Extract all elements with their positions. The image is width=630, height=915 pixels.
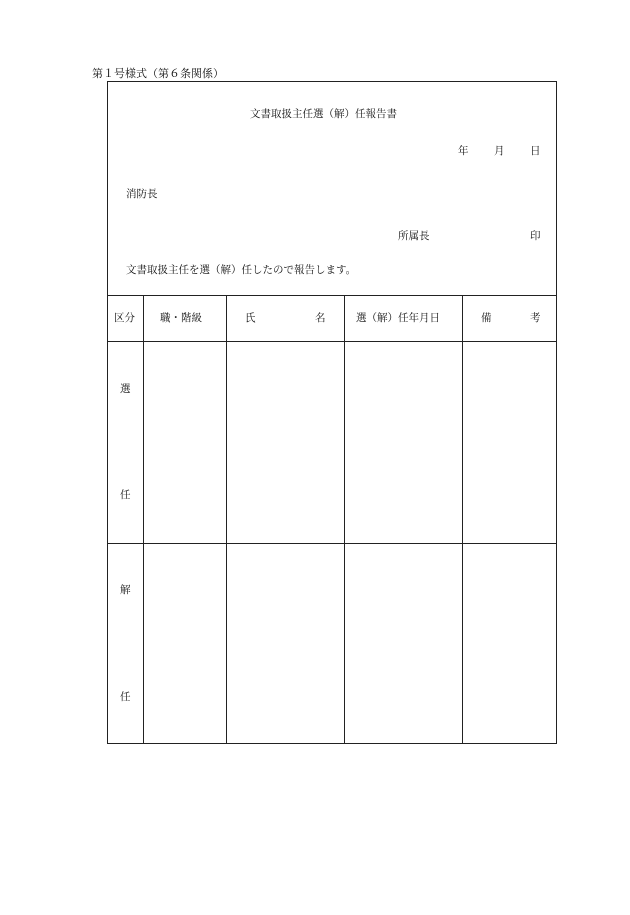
column-header-date: 選（解）任年月日 xyxy=(356,312,440,324)
row-label-appointment-bottom: 任 xyxy=(120,489,131,501)
column-header-category: 区分 xyxy=(114,312,135,324)
form-number-label: 第１号様式（第６条関係） xyxy=(92,67,224,80)
report-statement: 文書取扱主任を選（解）任したので報告します。 xyxy=(126,264,357,276)
column-divider-1 xyxy=(143,295,144,744)
date-month-label: 月 xyxy=(494,145,505,157)
column-header-name-first: 氏 xyxy=(245,312,256,324)
form-title: 文書取扱主任選（解）任報告書 xyxy=(250,108,397,120)
column-header-divider xyxy=(107,341,557,342)
header-divider xyxy=(107,295,557,296)
column-header-position: 職・階級 xyxy=(160,312,202,324)
column-divider-3 xyxy=(344,295,345,744)
sender-label: 所属長 xyxy=(398,230,430,242)
row-label-dismissal-bottom: 任 xyxy=(120,691,131,703)
column-divider-2 xyxy=(226,295,227,744)
column-header-remarks-first: 備 xyxy=(481,312,492,324)
report-form xyxy=(107,81,557,744)
seal-mark: 印 xyxy=(530,230,541,242)
addressee-label: 消防長 xyxy=(126,188,158,200)
column-header-remarks-second: 考 xyxy=(530,312,541,324)
row-divider xyxy=(107,543,557,544)
row-label-dismissal-top: 解 xyxy=(120,584,131,596)
column-header-name-second: 名 xyxy=(315,312,326,324)
column-divider-4 xyxy=(462,295,463,744)
date-year-label: 年 xyxy=(458,145,469,157)
row-label-appointment-top: 選 xyxy=(120,383,131,395)
date-day-label: 日 xyxy=(530,145,541,157)
